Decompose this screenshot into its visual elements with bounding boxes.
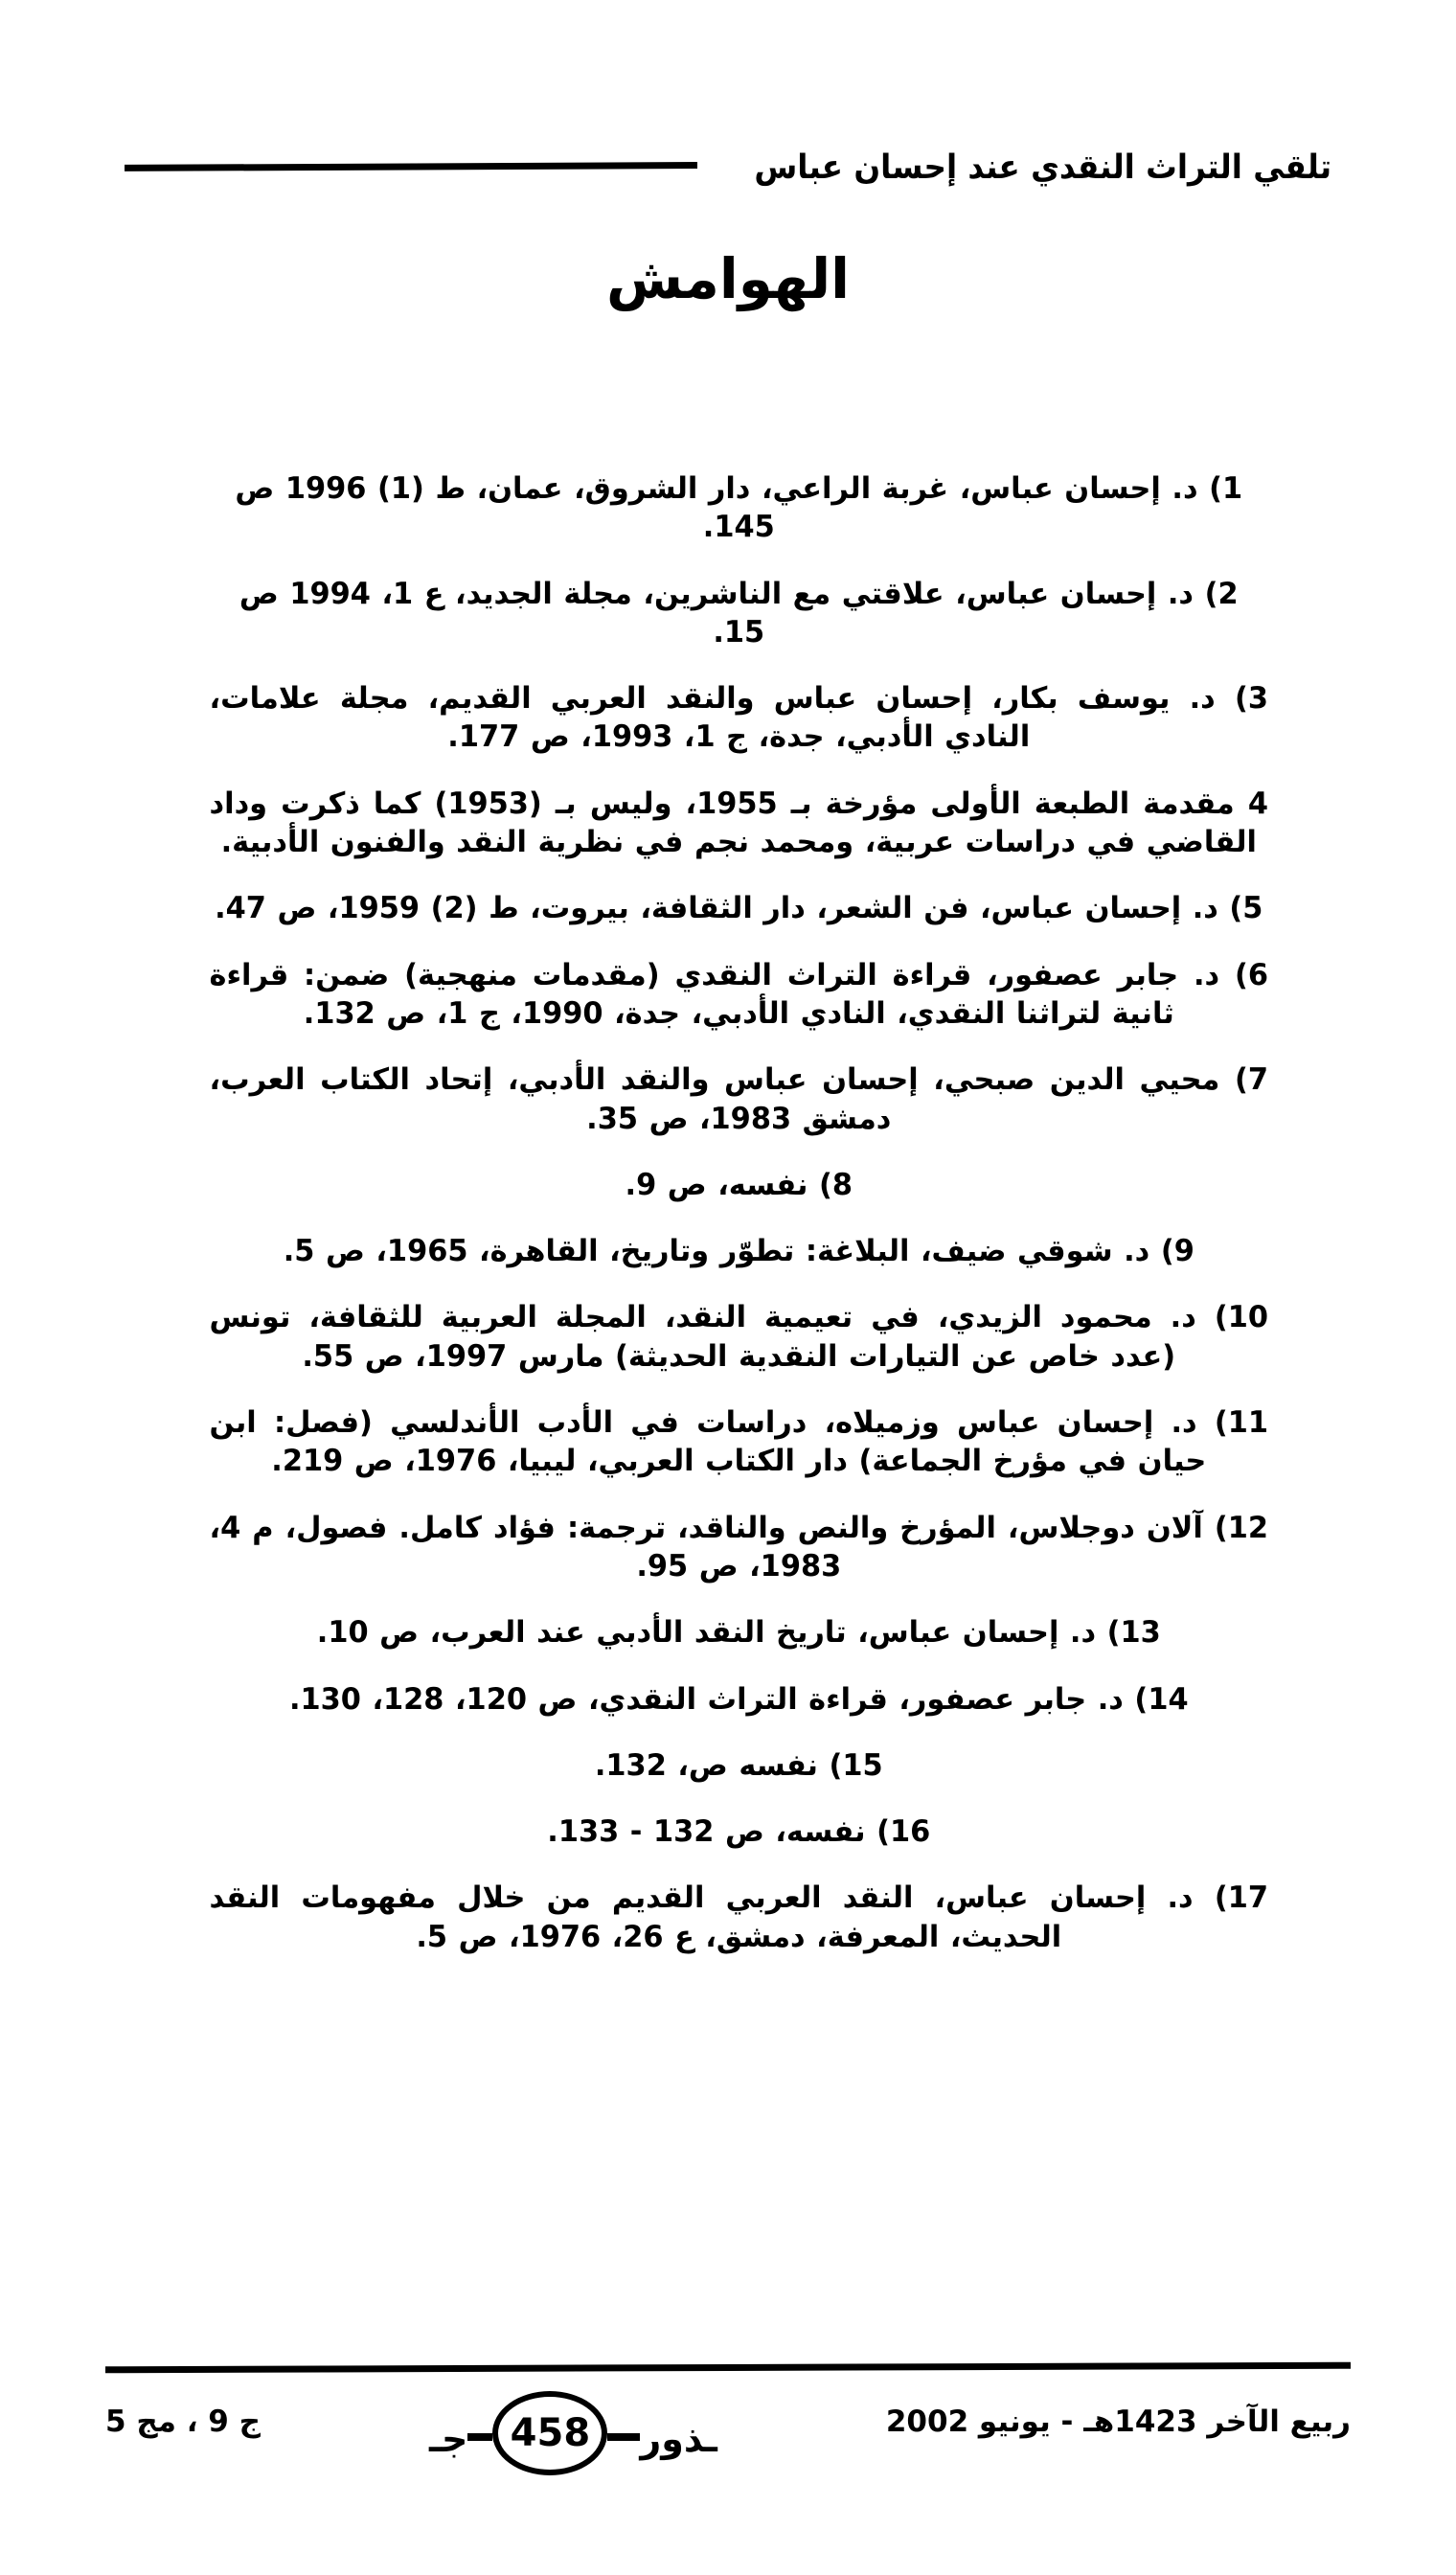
- footnote-item: 1) د. إحسان عباس، غربة الراعي، دار الشروق، عمان، ط (1) 1996 ص 145.: [235, 471, 1243, 545]
- journal-name-suffix: ـذور: [640, 2418, 717, 2460]
- page-title: الهوامش: [605, 246, 851, 311]
- page-number-badge: 458: [492, 2391, 607, 2475]
- footer-date: ربيع الآخر 1423هـ - يونيو 2002: [885, 2404, 1351, 2439]
- footnote-item: 5) د. إحسان عباس، فن الشعر، دار الثقافة، بيروت، ط (2) 1959، ص 47.: [215, 891, 1263, 926]
- footer-volume-issue: ج 9 ، مج 5: [105, 2404, 262, 2439]
- footnote-item: 13) د. إحسان عباس، تاريخ النقد الأدبي عند العرب، ص 10.: [316, 1615, 1161, 1651]
- footnote-item: 11) د. إحسان عباس وزميلاه، دراسات في الأدب الأندلسي (فصل: ابن حيان في مؤرخ الجماعة) دار الكتاب العربي، ليبيا، 1976، ص 219.: [209, 1405, 1268, 1479]
- footnote-item: 8) نفسه، ص 9.: [625, 1167, 853, 1202]
- footnote-item: 3) د. يوسف بكار، إحسان عباس والنقد العربي القديم، مجلة علامات، النادي الأدبي، جدة، ج 1، 1993، ص 177.: [209, 681, 1268, 755]
- footnote-item: 2) د. إحسان عباس، علاقتي مع الناشرين، مجلة الجديد، ع 1، 1994 ص 15.: [239, 576, 1239, 649]
- footnote-item: 14) د. جابر عصفور، قراءة التراث النقدي، ص 120، 128، 130.: [288, 1681, 1189, 1717]
- footnote-item: 17) د. إحسان عباس، النقد العربي القديم من خلال مفهومات النقد الحديث، المعرفة، دمشق، ع 26، 1976، ص 5.: [209, 1880, 1268, 1954]
- running-head: [125, 134, 1331, 201]
- footer-journal-mark: [429, 2387, 717, 2475]
- footnote-item: 7) محيي الدين صبحي، إحسان عباس والنقد الأدبي، إتحاد الكتاب العرب، دمشق 1983، ص 35.: [209, 1062, 1268, 1136]
- footnote-item: 16) نفسه، ص 132 - 133.: [547, 1814, 931, 1850]
- footnote-item: 12) آلان دوجلاس، المؤرخ والنص والناقد، ترجمة: فؤاد كامل. فصول، م 4، 1983، ص 95.: [209, 1510, 1268, 1584]
- running-head-title: تلقي التراث النقدي عند إحسان عباس: [754, 148, 1331, 187]
- footnote-list: [188, 469, 1268, 2288]
- footnote-item: 10) د. محمود الزيدي، في تعيمية النقد، المجلة العربية للثقافة، تونس (عدد خاص عن التيارات النقدية الحديثة) مارس 1997، ص 55.: [209, 1300, 1268, 1374]
- journal-name-prefix: جـ: [429, 2418, 468, 2460]
- footer-connector-right: [607, 2433, 640, 2441]
- footer-connector-left: [467, 2433, 492, 2441]
- footnote-item: 4 مقدمة الطبعة الأولى مؤرخة بـ 1955، وليس بـ (1953) كما ذكرت وداد القاضي في دراسات عربية، ومحمد نجم في نظرية النقد والفنون الأدبية.: [209, 786, 1268, 860]
- footnote-item: 6) د. جابر عصفور، قراءة التراث النقدي (مقدمات منهجية) ضمن: قراءة ثانية لتراثنا النقدي، النادي الأدبي، جدة، 1990، ج 1، ص 132.: [209, 957, 1268, 1031]
- running-head-rule: [125, 162, 697, 171]
- footnote-item: 9) د. شوقي ضيف، البلاغة: تطوّر وتاريخ، القاهرة، 1965، ص 5.: [283, 1234, 1194, 1269]
- footer-rule: [105, 2362, 1351, 2374]
- page-footer: [105, 2387, 1351, 2493]
- footnote-item: 15) نفسه ص، 132.: [594, 1747, 883, 1783]
